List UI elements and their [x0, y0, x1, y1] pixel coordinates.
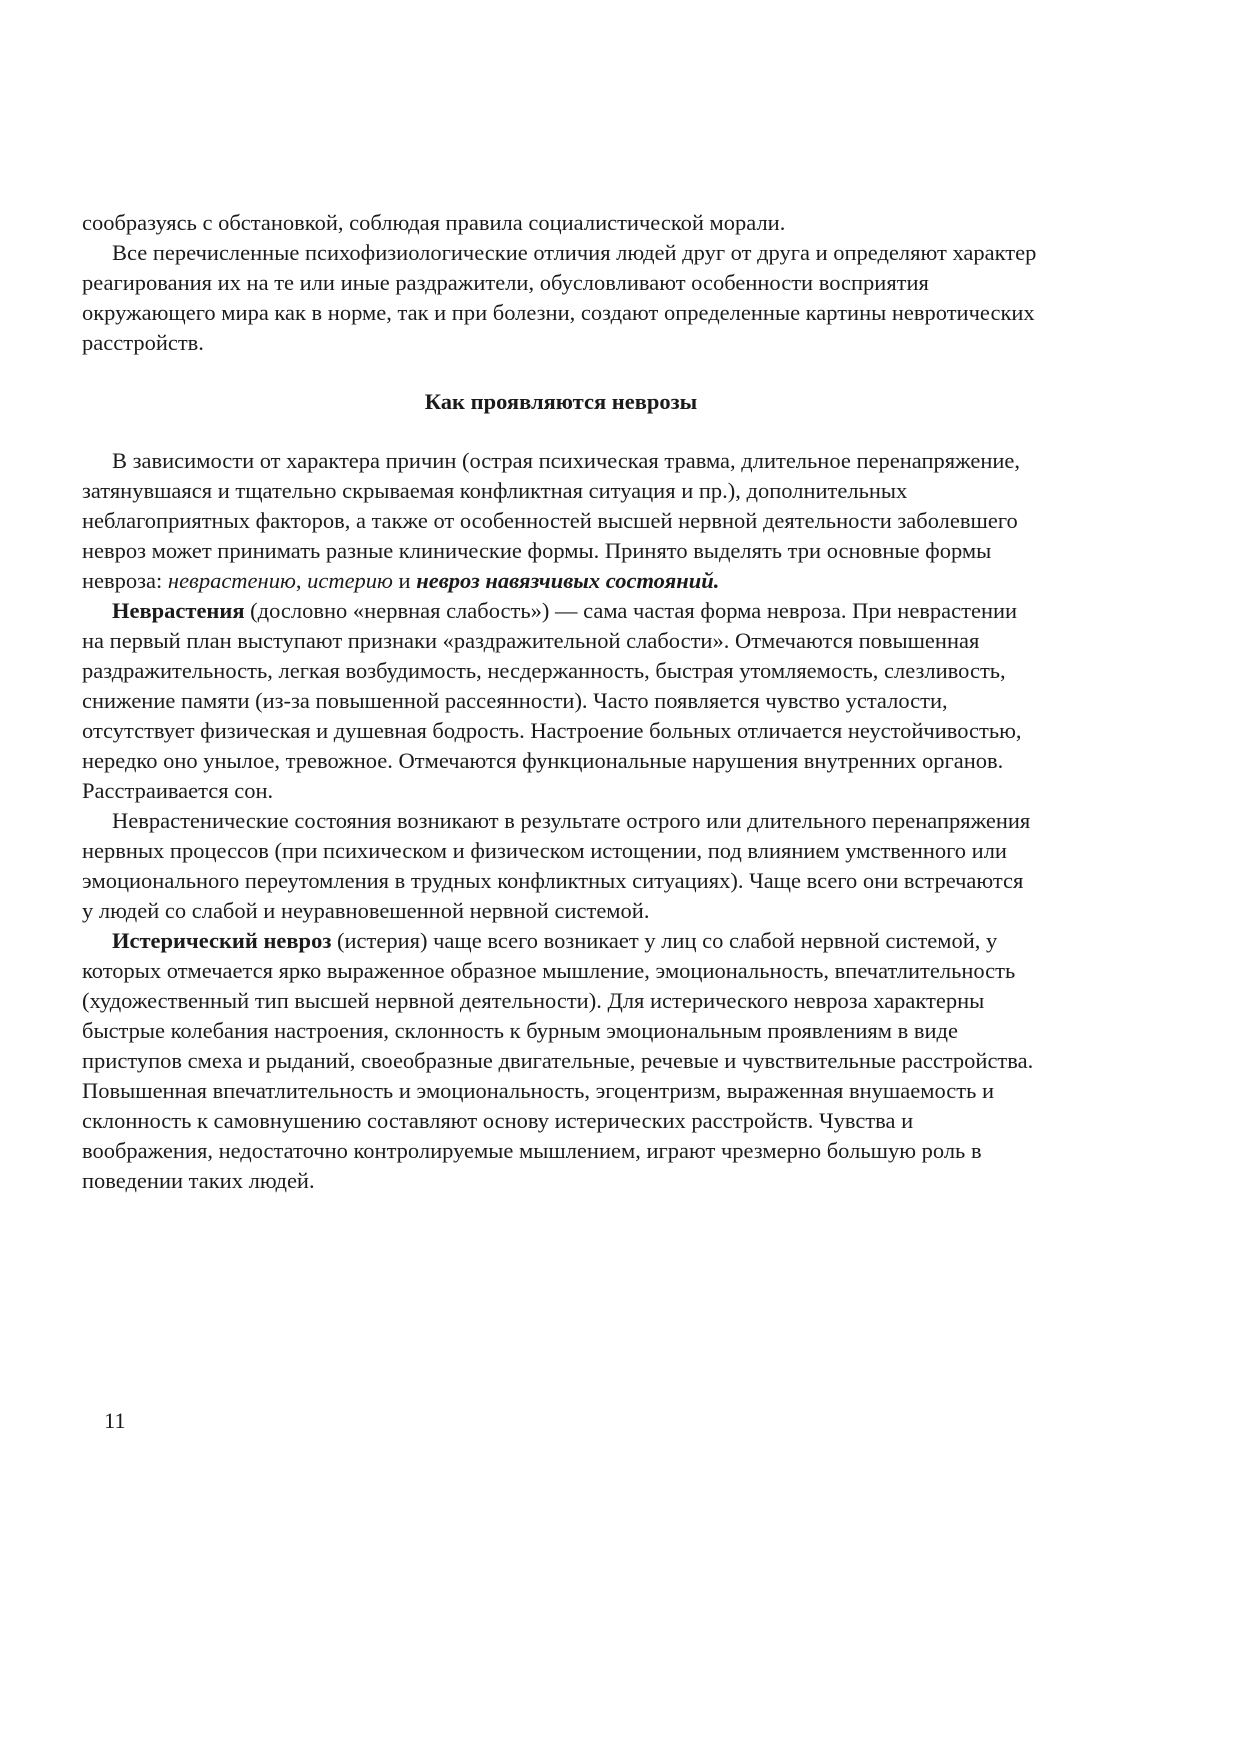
- paragraph: [82, 926, 1040, 1196]
- bold-italic-term-obsessive-neurosis: невроз навязчивых состояний.: [416, 568, 720, 593]
- bold-lead-hysterical-neurosis: Истерический невроз: [112, 928, 332, 953]
- page-number: 11: [104, 1408, 126, 1433]
- paragraph-text: (истерия) чаще всего возникает у лиц со слабой нервной системой, у которых отмечается ярко выраженное образное мышление, эмоциональность, впечатлительность (художественный тип высшей нервной деятельности). Для истерического невроза характерны быстрые колебания настроения, склонность к бурным эмоциональным проявлениям в виде приступов смеха и рыданий, своеобразные двигательные, речевые и чувствительные расстройства. Повышенная впечатлительность и эмоциональность, эгоцентризм, выраженная внушаемость и склонность к самовнушению составляют основу истерических расстройств. Чувства и воображения, недостаточно контролируемые мышлением, играют чрезмерно большую роль в поведении таких людей.: [82, 928, 1034, 1193]
- bold-lead-neurasthenia: Неврастения: [112, 598, 245, 623]
- paragraph-text: и: [392, 568, 417, 593]
- paragraph-text: ,: [295, 568, 308, 593]
- paragraph: [82, 446, 1040, 596]
- italic-term-neurasthenia: неврастению: [167, 568, 296, 593]
- paragraph-text: В зависимости от характера причин (острая психическая травма, длительное перенапряжение, затянувшаяся и тщательно скрываемая конфликтная ситуация и пр.), дополнительных неблагоприятных факторов, а также от особенностей высшей нервной деятельности заболевшего невроз может принимать разные клинические формы. Принято выделять три основные формы невроза:: [82, 448, 1021, 593]
- italic-term-hysteria: истерию: [307, 568, 393, 593]
- section-heading: Как проявляются неврозы: [424, 389, 698, 414]
- text-block: [82, 208, 1040, 1196]
- paragraph: Неврастенические состояния возникают в результате острого или длительного перенапряжения нервных процессов (при психическом и физическом истощении, под влиянием умственного или эмоционального переутомления в трудных конфликтных ситуациях). Чаще всего они встречаются у людей со слабой и неуравновешенной нервной системой.: [82, 808, 1031, 923]
- paragraph: [82, 596, 1040, 806]
- paragraph-text: (дословно «нервная слабость») — сама частая форма невроза. При неврастении на первый план выступают признаки «раздражительной слабости». Отмечаются повышенная раздражительность, легкая возбудимость, несдержанность, быстрая утомляемость, слезливость, снижение памяти (из-за повышенной рассеянности). Часто появляется чувство усталости, отсутствует физическая и душевная бодрость. Настроение больных отличается неустойчивостью, нередко оно унылое, тревожное. Отмечаются функциональные нарушения внутренних органов. Расстраивается сон.: [82, 598, 1022, 803]
- paragraph: Все перечисленные психофизиологические отличия людей друг от друга и определяют характер реагирования их на те или иные раздражители, обусловливают особенности восприятия окружающего мира как в норме, так и при болезни, создают определенные картины невротических расстройств.: [82, 240, 1037, 355]
- paragraph-continuation: сообразуясь с обстановкой, соблюдая правила социалистической морали.: [82, 210, 786, 235]
